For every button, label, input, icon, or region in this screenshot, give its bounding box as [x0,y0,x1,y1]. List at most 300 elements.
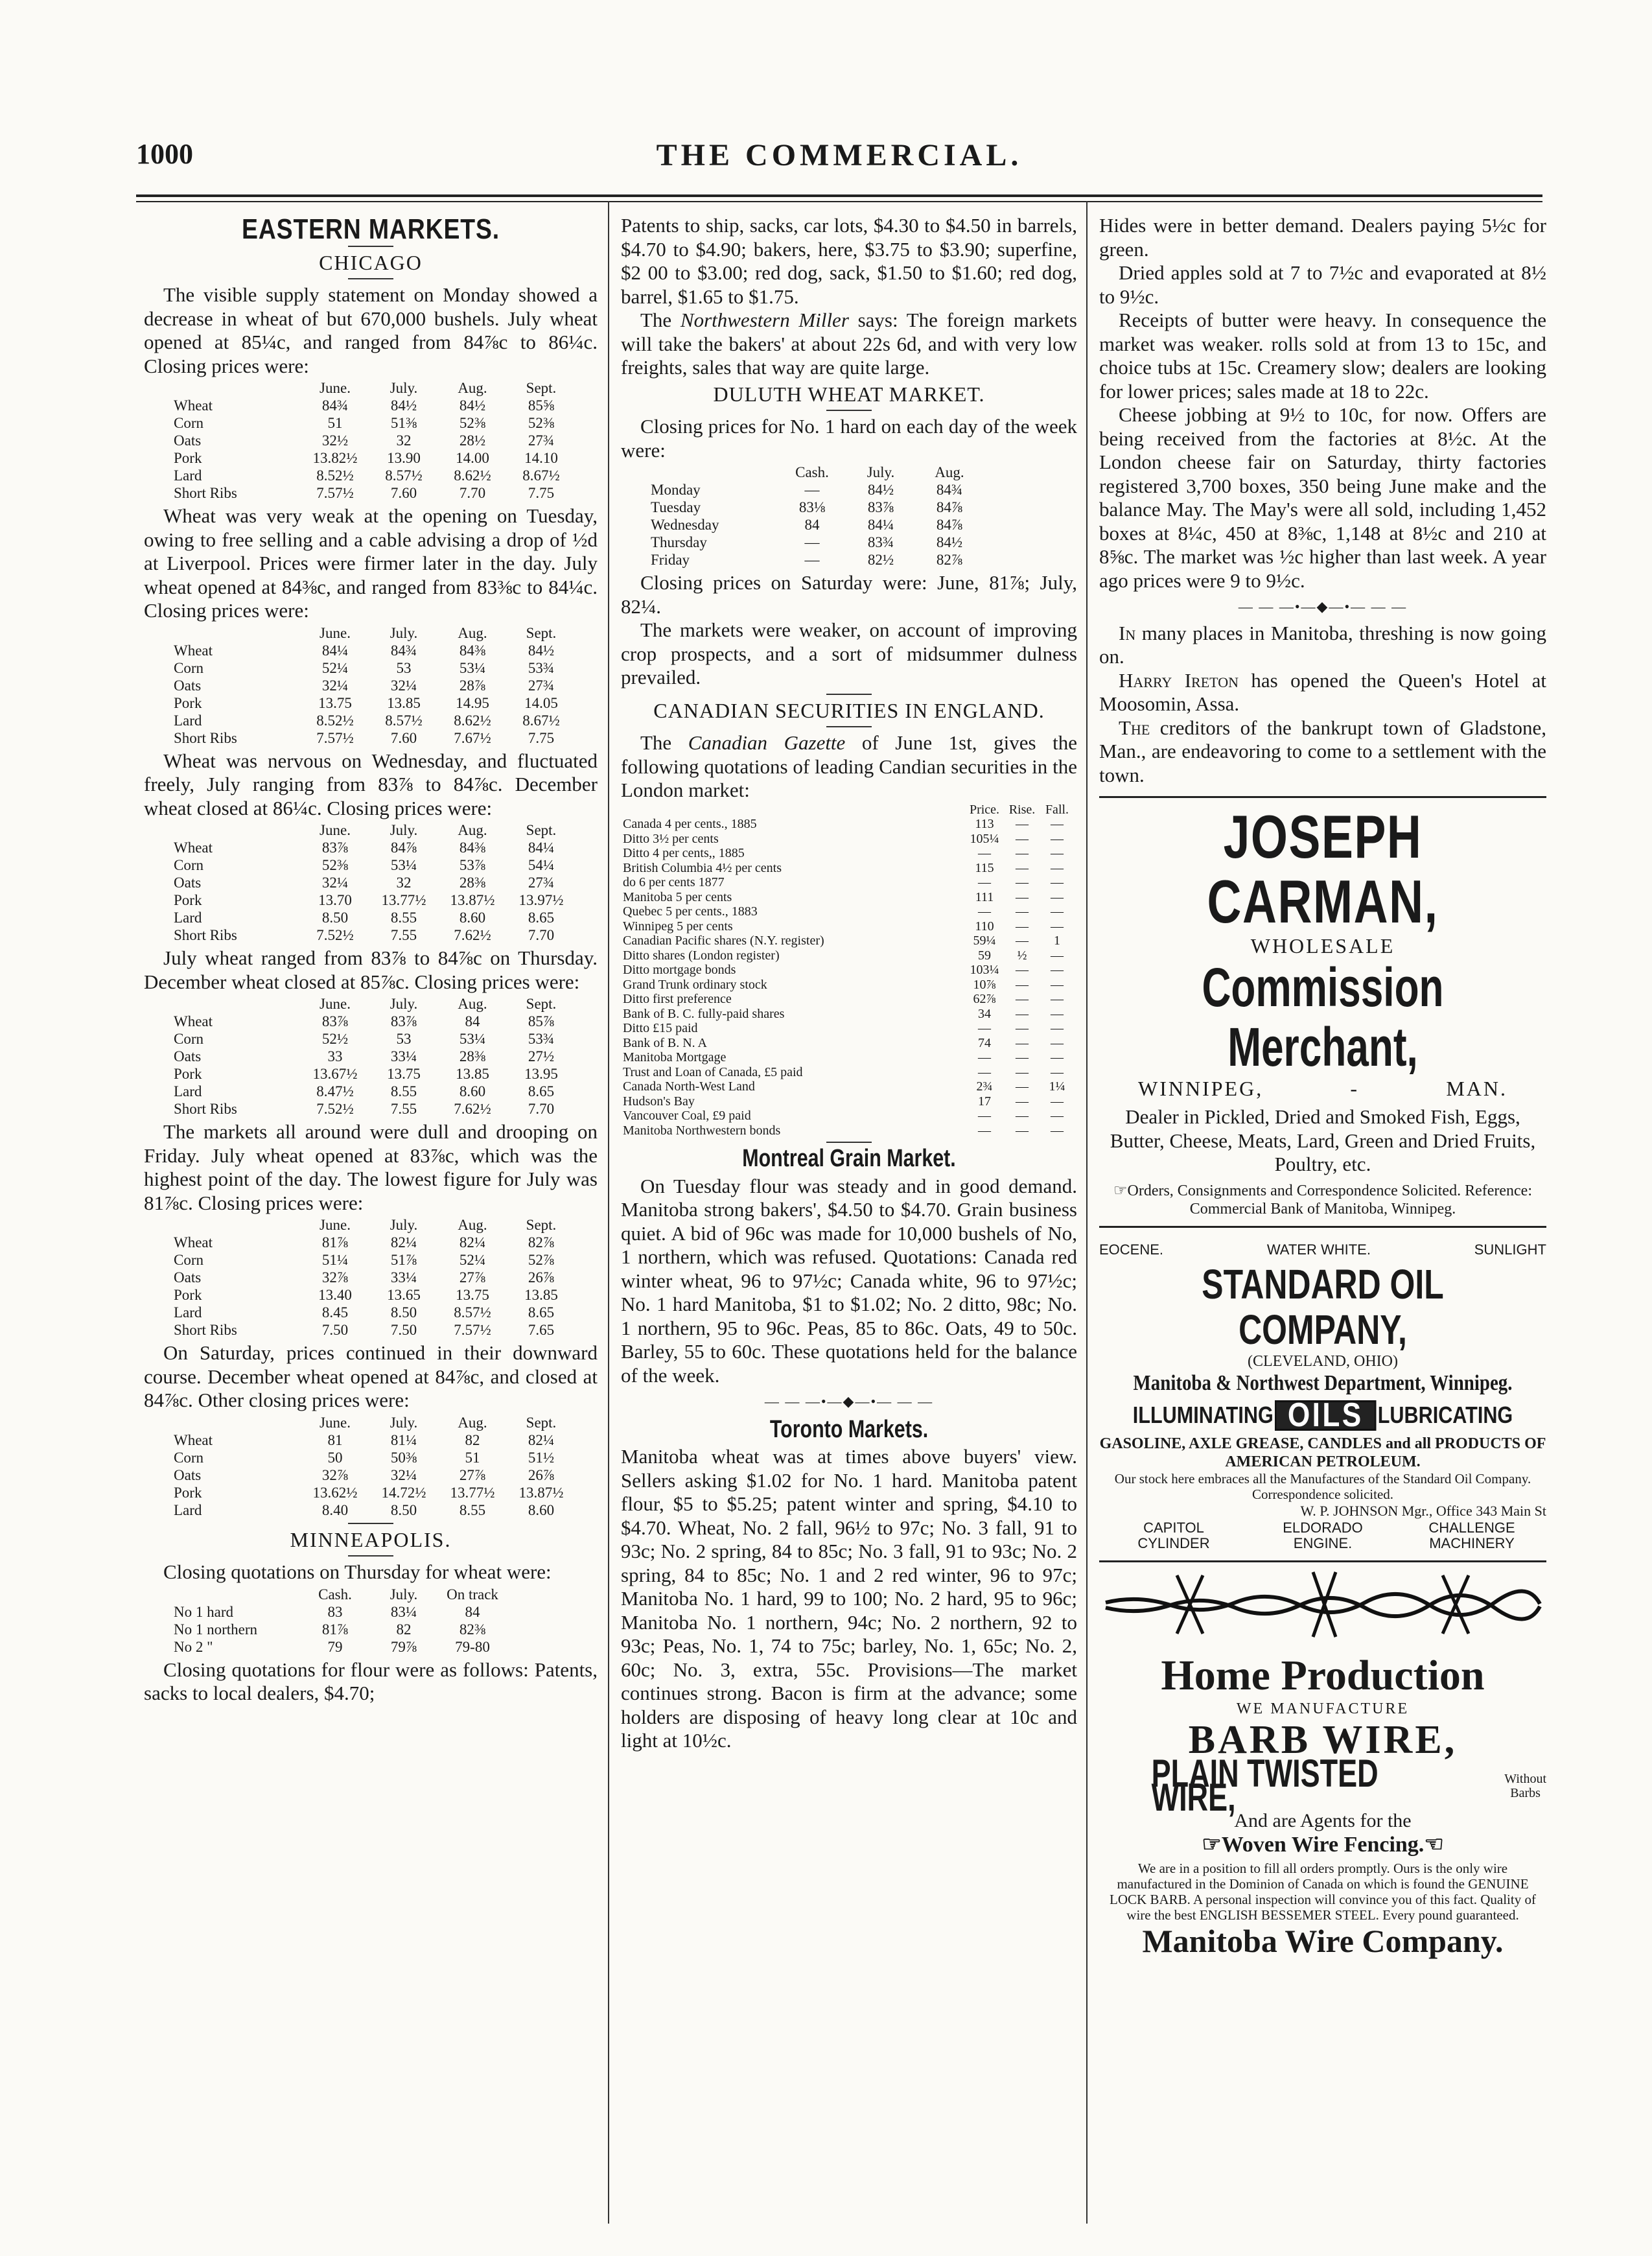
table-cell: 32½ [321,432,349,449]
table-cell: — [1016,919,1029,934]
row-label: Short Ribs [174,1322,237,1338]
table-cell: 1¼ [1049,1079,1065,1094]
table-cell: — [1051,889,1064,904]
column-header: July. [390,380,418,396]
table-row [170,1431,576,1449]
column-header: June. [320,624,351,641]
header-blank [170,1216,301,1234]
header-blank [170,821,301,839]
table-cell: 13.75 [318,694,352,711]
table-cell: 52⅞ [528,1252,555,1268]
row-label: Oats [174,875,202,891]
row-label: Corn [174,1449,204,1466]
table-row [621,1036,1075,1051]
eastern-markets-heading: EASTERN MARKETS. [241,214,500,245]
table-cell: 52⅜ [528,415,555,431]
canadian-gazette-text [621,731,1077,803]
table-row [170,1638,507,1656]
column-divider-2 [1086,201,1088,2224]
table-row [170,1251,576,1269]
table-cell: 27⅞ [459,1466,486,1483]
table-row [170,1269,576,1286]
column-header: July. [390,1414,418,1431]
header-blank [170,1586,301,1603]
table-cell: — [804,482,820,498]
carman-location [1099,1077,1546,1100]
table-cell: 26⅞ [528,1269,555,1286]
row-label: Ditto mortgage bonds [623,963,736,977]
row-label: Monday [651,482,701,498]
table-cell: 7.50 [321,1322,349,1338]
column-header: July. [390,1217,418,1233]
row-label: Lard [174,712,202,729]
grade-machinery: MACHINERY [1429,1534,1515,1551]
table-cell: 50⅜ [390,1449,417,1466]
table-cell: 79-80 [455,1638,490,1655]
row-label: Manitoba 5 per cents [623,889,732,904]
table-cell: 52⅜ [321,857,349,873]
table-cell: 53 [396,659,412,676]
row-label: Wheat [174,397,213,414]
text-part: has opened the Queen's Hotel at Moosomin, Assa. [1099,668,1546,715]
table-cell: 2¾ [976,1079,993,1094]
column-header: July. [867,464,895,480]
column-header: Aug. [935,464,964,480]
oils-banner [1132,1396,1513,1434]
without-barbs [1504,1772,1546,1800]
table-header-row [170,821,576,839]
table-cell: 8.57½ [385,467,423,484]
header-rule [136,194,1542,197]
chicago-table-thursday [170,995,576,1118]
row-label: Bank of B. C. fully-paid shares [623,1006,785,1021]
table-row [621,948,1075,963]
table-row [621,934,1075,948]
hides-text: Hides were in better demand. Dealers paying 5½c for green. [1099,214,1546,261]
table-cell: 110 [975,919,994,934]
table-cell: 14.10 [524,450,558,466]
canadian-securities-heading: CANADIAN SECURITIES IN ENGLAND. [653,698,1045,722]
column-1 [144,214,598,2224]
table-cell: — [1016,1064,1029,1079]
row-label: Ditto £15 paid [623,1021,698,1035]
table-row [621,875,1075,890]
table-cell: 27½ [528,1048,555,1064]
barb-wire-illustration [1099,1562,1546,1647]
table-cell: 52¼ [321,659,349,676]
table-cell: 84¼ [528,840,555,856]
table-cell: 32¼ [390,677,417,694]
table-cell: 7.62½ [454,927,491,943]
row-label: Oats [174,1269,202,1286]
header-blank [170,1414,301,1431]
table-cell: 84½ [936,534,963,550]
chicago-saturday-text: On Saturday, prices continued in their downward course. December wheat opened at 84⅞c, and closed at 84⅞c. Other closing prices were: [144,1341,598,1411]
column-header: Sept. [526,996,557,1012]
table-cell: 32¼ [390,1466,417,1483]
table-cell: 82¼ [459,1234,486,1251]
table-cell: 13.65 [387,1287,421,1303]
table-row [170,1603,507,1621]
row-label: Pork [174,450,202,466]
table-row [621,890,1075,905]
table-header-row [170,624,576,642]
column-header: Aug. [458,380,487,396]
table-cell: 82⅞ [936,552,963,568]
chicago-table-tuesday [170,624,576,747]
minneapolis-flour-text: Closing quotations for flour were as follows: Patents, sacks to local dealers, $4.70; [144,1658,598,1704]
column-header: Sept. [526,822,557,838]
table-cell: — [1016,846,1029,860]
column-header: Aug. [458,822,487,838]
row-label: Manitoba Northwestern bonds [623,1123,781,1138]
table-cell: 32¼ [321,875,349,891]
table-cell: — [1051,948,1064,963]
table-cell: — [1051,992,1064,1006]
table-cell: 14.72½ [381,1484,426,1501]
table-cell: 51½ [528,1449,555,1466]
table-cell: — [978,1123,991,1138]
table-cell: 82⅞ [528,1234,555,1251]
table-row [170,432,576,449]
table-cell: 105¼ [970,831,999,846]
table-cell: 8.52½ [316,712,354,729]
row-label: Lard [174,1501,202,1518]
publication-name: Northwestern Miller [680,309,849,331]
column-header: June. [320,822,351,838]
table-cell: — [1016,817,1029,831]
header-blank [170,995,301,1013]
row-label: Wheat [174,1431,213,1448]
masthead [136,137,1542,189]
table-row [170,414,576,432]
row-label: Short Ribs [174,927,237,943]
column-header: Sept. [526,380,557,396]
table-cell: 84½ [390,397,417,414]
table-cell: 84⅞ [936,517,963,533]
table-cell: 7.52½ [316,1101,354,1117]
column-header: Rise. [1008,802,1036,817]
table-cell: 8.50 [390,1501,417,1518]
table-cell: 27⅞ [459,1269,486,1286]
publication-name: Canadian Gazette [688,731,846,754]
text-part: Orders, Consignments and Correspondence Solicited. Reference: Commercial Bank of Manitoba, Winnipeg. [1127,1182,1532,1217]
table-cell: 13.40 [318,1287,352,1303]
row-label: Ditto first preference [623,992,732,1006]
table-header-row [647,464,984,481]
row-label: Short Ribs [174,1101,237,1117]
table-header-row [170,379,576,397]
table-cell: 51 [465,1449,480,1466]
table-row [170,1065,576,1083]
table-cell: 82¼ [528,1431,555,1448]
table-cell: — [1051,963,1064,977]
table-row [170,1286,576,1304]
table-cell: 8.65 [528,1083,555,1099]
table-row [170,874,576,891]
table-row [170,1621,507,1638]
column-header: June. [320,996,351,1012]
column-header: June. [320,380,351,396]
row-label: Canadian Pacific shares (N.Y. register) [623,934,824,948]
table-cell: — [804,534,820,550]
pointing-hand-icon: ☞ [1202,1832,1222,1857]
table-header-row [621,803,1075,817]
table-cell: 13.90 [387,450,421,466]
header-blank [621,803,964,817]
table-cell: — [978,846,991,860]
table-cell: — [978,1109,991,1123]
table-cell: 13.87½ [518,1484,564,1501]
table-cell: 34 [978,1006,991,1021]
table-cell: 83⅞ [867,499,894,515]
table-row [170,397,576,414]
table-cell: 13.75 [456,1287,489,1303]
text-part: Without [1504,1771,1546,1786]
table-cell: — [1051,831,1064,846]
table-cell: 52½ [321,1031,349,1047]
text-part: Harry Ireton [1119,668,1239,692]
table-cell: 52¼ [459,1252,486,1268]
chicago-friday-text: The markets all around were dull and drooping on Friday. July wheat opened at 83⅞c, which was the highest point of the day. The lowest figure for July was 81⅞c. Closing prices were: [144,1120,598,1214]
table-cell: 8.60 [459,1083,486,1099]
header-rule-thin [136,201,1542,202]
table-cell: 26⅞ [528,1466,555,1483]
table-cell: 8.50 [321,910,349,926]
row-label: Ditto shares (London register) [623,948,780,963]
table-row [170,484,576,502]
table-cell: 28½ [459,432,486,449]
grade-engine: ENGINE. [1293,1534,1353,1551]
flour-prices-text: Patents to ship, sacks, car lots, $4.30 to $4.50 in barrels, $4.70 to $4.90; bakers, here, $3.75 to $3.90; superfine, $2 00 to $3.00; red dog, sack, $1.50 to $1.60; red dog, barrel, $1.65 to $1.75. [621,214,1077,308]
table-cell: — [1016,1094,1029,1109]
standard-oil-name: STANDARD OIL COMPANY, [1202,1261,1444,1353]
column-3 [1099,214,1546,2224]
row-label: Canada 4 per cents., 1885 [623,817,757,831]
minneapolis-heading: MINNEAPOLIS. [290,1527,452,1551]
oil-brands-row [1099,1238,1546,1262]
row-label: Wheat [174,840,213,856]
table-cell: 32⅞ [321,1269,349,1286]
table-row [170,891,576,909]
row-label: Thursday [651,534,707,550]
table-cell: 7.55 [390,1101,417,1117]
table-cell: 28⅜ [459,875,486,891]
carman-dash: - [1350,1077,1360,1100]
table-cell: 84¾ [390,642,417,659]
duluth-text: Closing prices for No. 1 hard on each day of the week were: [621,415,1077,462]
header-blank [170,379,301,397]
table-cell: — [1051,1006,1064,1021]
table-cell: 103¼ [970,963,999,977]
table-cell: 28⅞ [459,677,486,694]
table-row [170,659,576,677]
table-cell: — [1016,889,1029,904]
table-cell: — [1016,1123,1029,1138]
text-part: creditors of the bankrupt town of Gladstone, Man., are endeavoring to come to a settlement with the town. [1099,716,1546,786]
carman-city: WINNIPEG, [1138,1077,1264,1100]
table-cell: 13.77½ [450,1484,495,1501]
pointing-hand-icon: ☜ [1424,1832,1444,1857]
table-cell: 13.97½ [518,892,564,908]
table-cell: 84 [465,1013,480,1029]
table-cell: — [1016,977,1029,992]
table-row [170,1484,576,1501]
table-cell: 7.60 [390,729,417,746]
column-header: Sept. [526,1217,557,1233]
table-cell: 51¼ [321,1252,349,1268]
manitoba-wire-company: Manitoba Wire Company. [1142,1923,1504,1959]
table-header-row [170,1586,507,1603]
row-label: Wheat [174,642,213,659]
text-part: of June 1st, gives the following quotations of leading Candian securities in the London market: [621,731,1077,801]
row-label: Pork [174,892,202,908]
plain-twisted-wire: PLAIN TWISTED WIRE, [1151,1752,1379,1819]
agents-line: And are Agents for the [1234,1810,1412,1831]
table-cell: 84⅜ [459,642,486,659]
divider [348,1523,393,1524]
table-cell: 32¼ [321,677,349,694]
table-row [647,481,984,499]
table-cell: 51⅜ [390,415,417,431]
column-header: July. [390,822,418,838]
table-cell: 27¾ [528,875,555,891]
table-row [621,832,1075,847]
carman-province: MAN. [1446,1077,1507,1100]
column-header: July. [390,1586,418,1603]
woven-wire-line [1099,1833,1546,1857]
table-cell: — [1051,904,1064,919]
column-header: June. [320,1217,351,1233]
table-cell: — [1016,1021,1029,1035]
table-cell: 8.62½ [454,712,491,729]
table-cell: 8.65 [528,910,555,926]
row-label: Pork [174,1066,202,1082]
row-label: Pork [174,1484,202,1501]
table-row [170,694,576,712]
text-part: says: The foreign markets will take the bakers' at about 22s 6d, and with very low freights, sales that way are quite large. [621,309,1077,379]
column-header: On track [447,1586,498,1603]
table-cell: 81¼ [390,1431,417,1448]
table-cell: 1 [1054,934,1060,948]
table-row [170,1100,576,1118]
wire-description: We are in a position to fill all orders promptly. Ours is the only wire manufactured in the Dominion of Canada on which is found the GENUINE LOCK BARB. A personal inspection will convince you of this fact. Quality of wire the best ENGLISH BESSEMER STEEL. Every pound guaranteed. [1110,1861,1536,1923]
table-row [621,817,1075,832]
table-cell: — [1051,817,1064,831]
grade-eldorado: ELDORADO [1283,1519,1363,1536]
table-cell: 13.70 [318,892,352,908]
table-cell: 7.70 [528,1101,555,1117]
table-cell: — [978,875,991,889]
gladstone-note [1099,716,1546,788]
row-label: No 1 northern [174,1621,258,1638]
table-cell: 85⅞ [528,1013,555,1029]
table-cell: 54¼ [528,857,555,873]
row-label: Oats [174,432,202,449]
table-row [170,1466,576,1484]
table-row [621,1123,1075,1138]
column-2 [621,214,1077,2224]
table-cell: 53¾ [528,1031,555,1047]
brand-sunlight: SUNLIGHT [1474,1241,1546,1258]
row-label: Short Ribs [174,485,237,501]
minneapolis-text: Closing quotations on Thursday for wheat were: [163,1560,552,1583]
row-label: do 6 per cents 1877 [623,875,725,889]
table-row [621,919,1075,934]
table-cell: 82⅜ [459,1621,486,1638]
table-cell: 82 [465,1431,480,1448]
row-label: Ditto 4 per cents,, 1885 [623,846,745,860]
table-cell: 13.85 [387,694,421,711]
duluth-weaker-text: The markets were weaker, on account of improving crop prospects, and a sort of midsummer dulness prevailed. [621,618,1077,688]
table-cell: — [1016,992,1029,1006]
table-cell: 14.05 [524,694,558,711]
table-cell: 113 [975,817,994,831]
column-header: Fall. [1045,802,1069,817]
table-cell: 8.60 [528,1501,555,1518]
page-number: 1000 [136,138,193,170]
illuminating-label: ILLUMINATING [1132,1402,1274,1428]
row-label: Wheat [174,1013,213,1029]
oil-products: GASOLINE, AXLE GREASE, CANDLES and all PRODUCTS OF AMERICAN PETROLEUM. [1099,1435,1546,1470]
chicago-table-friday [170,1216,576,1339]
column-header: Sept. [526,624,557,641]
table-row [621,1094,1075,1109]
table-cell: 83¼ [390,1603,417,1620]
table-cell: — [1016,1109,1029,1123]
table-cell: 32 [396,432,412,449]
column-header: Cash. [318,1586,352,1603]
divider [826,694,872,695]
table-cell: 83⅞ [321,840,349,856]
table-cell: — [978,1021,991,1035]
table-cell: — [1051,977,1064,992]
chicago-table-wednesday [170,821,576,944]
text-part: many places in Manitoba, threshing is now going on. [1099,621,1546,668]
lubricating-label: LUBRICATING [1377,1402,1513,1428]
plain-twisted-wire-row [1099,1752,1546,1819]
chicago-heading: CHICAGO [319,250,423,274]
table-cell: 13.87½ [450,892,495,908]
table-cell: 84½ [528,642,555,659]
table-cell: 51 [327,415,343,431]
text-part: The [640,309,681,331]
row-label: Winnipeg 5 per cents [623,919,733,934]
table-cell: — [804,552,820,568]
table-cell: 84¼ [321,642,349,659]
table-cell: 13.67½ [312,1066,358,1082]
table-cell: 27¾ [528,677,555,694]
table-cell: 74 [978,1035,991,1050]
table-cell: 8.52½ [316,467,354,484]
row-label: Wheat [174,1234,213,1251]
header-blank [647,464,778,481]
table-row [647,551,984,569]
grade-cylinder: CYLINDER [1137,1534,1210,1551]
table-row [647,499,984,516]
table-cell: — [1051,1094,1064,1109]
carman-wholesale: WHOLESALE [1250,934,1395,958]
table-cell: 83⅞ [390,1013,417,1029]
table-row [170,1048,576,1065]
row-label: No 1 hard [174,1603,233,1620]
chicago-thursday-text: July wheat ranged from 83⅞ to 84⅞c on Thursday. December wheat closed at 85⅞c. Closing prices were: [144,946,598,993]
table-cell: 53¾ [528,659,555,676]
table-cell: 8.55 [390,1083,417,1099]
row-label: Corn [174,659,204,676]
table-cell: 7.65 [528,1322,555,1338]
table-cell: 14.00 [456,450,489,466]
